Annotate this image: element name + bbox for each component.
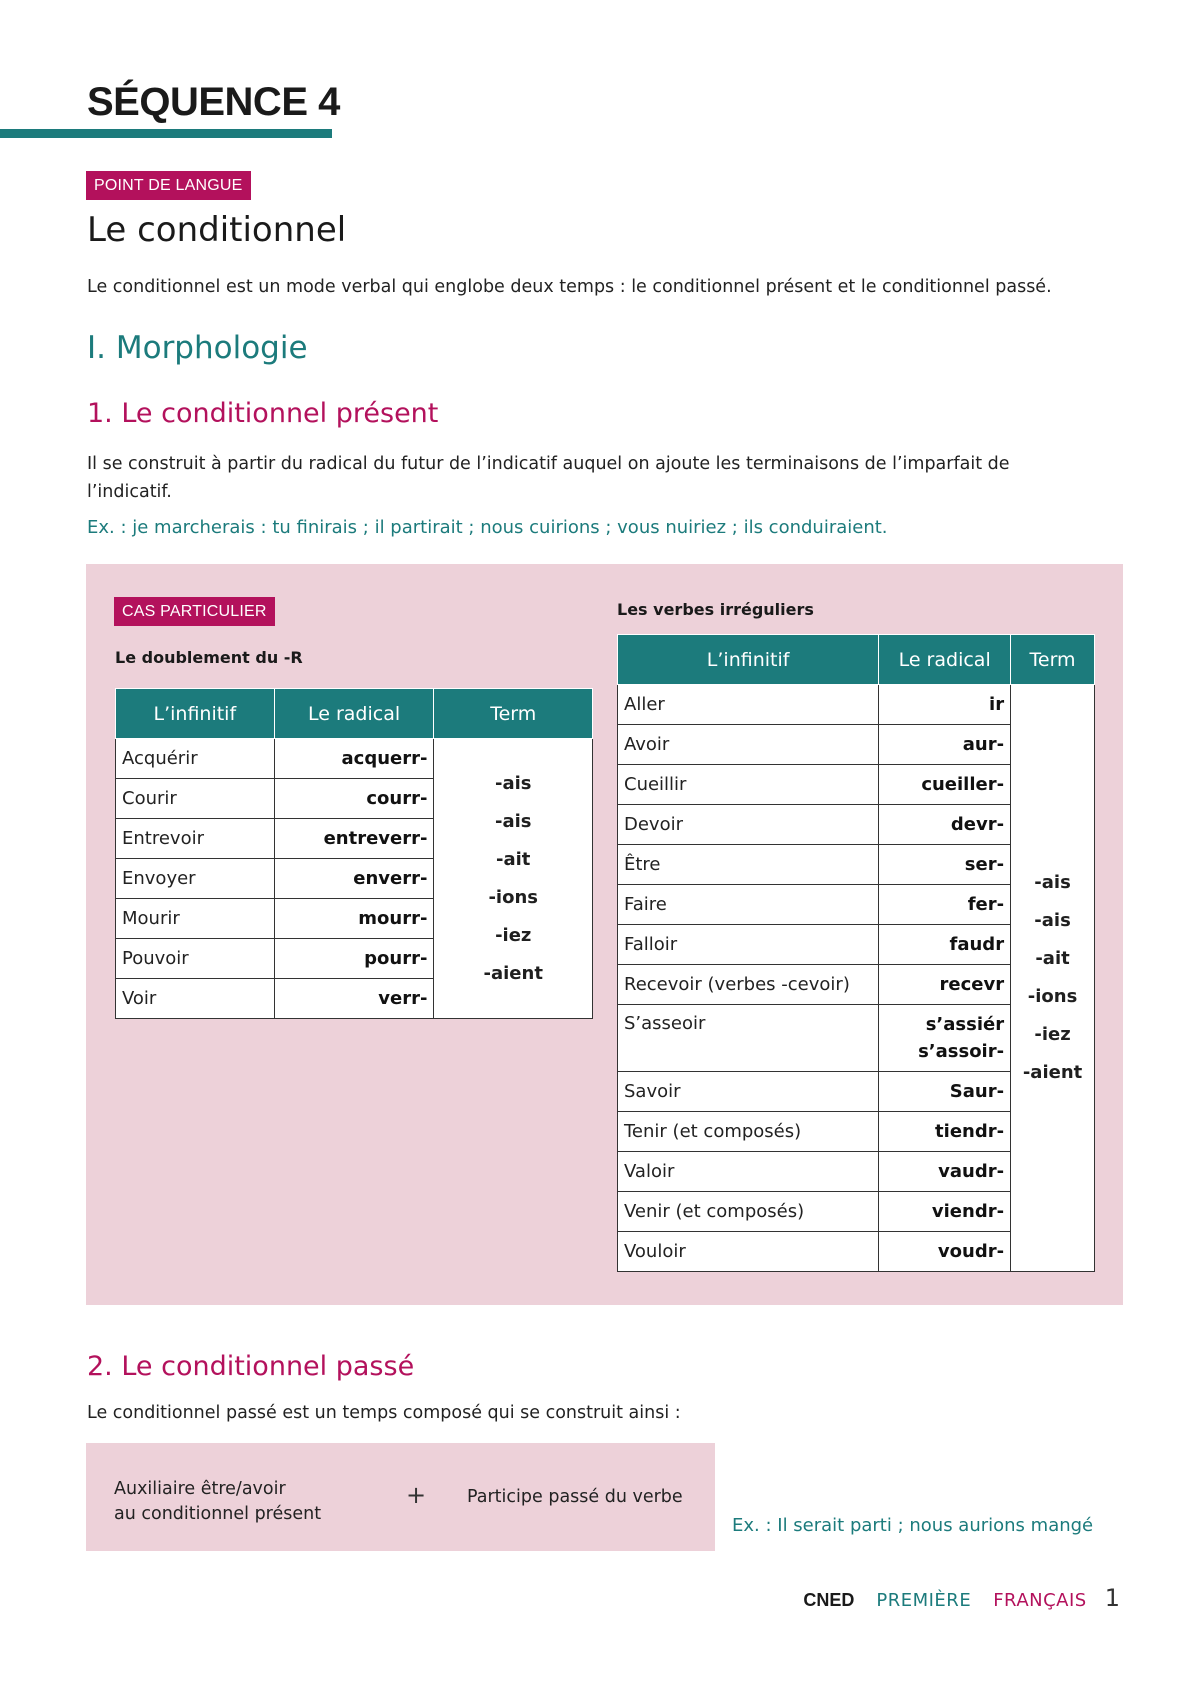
radical-cell: tiendr- [879,1112,1011,1152]
infinitif-cell: Voir [116,979,275,1019]
infinitif-cell: Aller [618,685,879,725]
point-de-langue-tag: POINT DE LANGUE [86,171,251,200]
infinitif-cell: Tenir (et composés) [618,1112,879,1152]
subheading-conditionnel-present: 1. Le conditionnel présent [87,398,439,429]
termination: -ais [494,772,532,794]
radical-cell: mourr- [274,899,434,939]
termination: -ait [1035,948,1070,969]
infinitif-cell: Être [618,845,879,885]
infinitif-cell: Venir (et composés) [618,1192,879,1232]
participle-label: Participe passé du verbe [467,1487,683,1507]
sequence-title: SÉQUENCE 4 [87,80,340,124]
infinitif-cell: Entrevoir [116,819,275,859]
radical-cell: courr- [274,779,434,819]
termination: -iez [1034,1024,1071,1045]
radical-cell: ser- [879,845,1011,885]
header-infinitif: L’infinitif [116,689,275,739]
radical-cell: enverr- [274,859,434,899]
radical-cell: Saur- [879,1072,1011,1112]
radical-cell: devr- [879,805,1011,845]
infinitif-cell: Mourir [116,899,275,939]
termination: -ions [488,886,538,908]
radical-cell: cueiller- [879,765,1011,805]
intro-paragraph: Le conditionnel est un mode verbal qui englobe deux temps : le conditionnel présent et le conditionnel passé. [87,277,1052,297]
table-row [618,685,1095,725]
infinitif-cell: Pouvoir [116,939,275,979]
radical-line: s’assiér [925,1014,1005,1035]
infinitif-cell: S’asseoir [618,1005,879,1072]
termination: -ais [494,810,532,832]
plus-sign: + [406,1481,427,1509]
table-row [116,739,593,779]
auxiliary-line2: au conditionnel présent [114,1504,322,1524]
infinitif-cell: Avoir [618,725,879,765]
passe-explanation: Le conditionnel passé est un temps composé qui se construit ainsi : [87,1403,681,1423]
termination: -ait [496,848,531,870]
radical-cell: faudr [879,925,1011,965]
radical-line: s’assoir- [918,1041,1005,1062]
termination: -ions [1027,986,1078,1007]
page-title: Le conditionnel [87,210,347,250]
infinitif-cell: Devoir [618,805,879,845]
passe-example: Ex. : Il serait parti ; nous aurions mangé [732,1515,1094,1536]
infinitif-cell: Courir [116,779,275,819]
termination: -ais [1034,872,1071,893]
doublement-title: Le doublement du -R [115,648,303,667]
radical-cell: aur- [879,725,1011,765]
footer-level: PREMIÈRE [876,1590,972,1611]
radical-cell: viendr- [879,1192,1011,1232]
doublement-table [115,688,593,1019]
radical-cell: recevr [879,965,1011,1005]
auxiliary-label [114,1477,321,1527]
footer-subject: FRANÇAIS [993,1590,1087,1611]
infinitif-cell: Cueillir [618,765,879,805]
irreguliers-table [617,634,1095,1272]
present-explanation-line2: l’indicatif. [87,482,172,502]
page-number: 1 [1104,1584,1120,1612]
infinitif-cell: Acquérir [116,739,275,779]
formula-box [86,1443,715,1551]
header-radical: Le radical [879,635,1011,685]
section-heading-morphologie: I. Morphologie [87,330,308,366]
infinitif-cell: Recevoir (verbes -cevoir) [618,965,879,1005]
radical-cell: voudr- [879,1232,1011,1272]
radical-cell: ir [879,685,1011,725]
header-term: Term [434,689,593,739]
radical-cell: acquerr- [274,739,434,779]
infinitif-cell: Faire [618,885,879,925]
footer-org: CNED [803,1590,855,1610]
radical-cell: entreverr- [274,819,434,859]
terminations-cell [434,739,593,1019]
sequence-underline [0,129,332,138]
cas-particulier-tag: CAS PARTICULIER [114,597,275,626]
auxiliary-line1: Auxiliaire être/avoir [114,1479,286,1499]
radical-cell: verr- [274,979,434,1019]
radical-cell: fer- [879,885,1011,925]
present-explanation-line1: Il se construit à partir du radical du futur de l’indicatif auquel on ajoute les terminaisons de l’imparfait de [87,454,1010,474]
header-infinitif: L’infinitif [618,635,879,685]
infinitif-cell: Falloir [618,925,879,965]
infinitif-cell: Savoir [618,1072,879,1112]
radical-cell: pourr- [274,939,434,979]
header-term: Term [1011,635,1095,685]
radical-cell [879,1005,1011,1072]
page-footer [803,1584,1120,1612]
radical-cell: vaudr- [879,1152,1011,1192]
termination: -aient [483,962,543,984]
present-example: Ex. : je marcherais : tu finirais ; il partirait ; nous cuirions ; vous nuiriez ; ils conduiraient. [87,517,888,538]
header-radical: Le radical [274,689,434,739]
irreguliers-title: Les verbes irréguliers [617,600,814,619]
infinitif-cell: Valoir [618,1152,879,1192]
terminations-cell [1011,685,1095,1272]
termination: -ais [1034,910,1071,931]
termination: -aient [1022,1062,1083,1083]
infinitif-cell: Envoyer [116,859,275,899]
termination: -iez [495,924,532,946]
subheading-conditionnel-passe: 2. Le conditionnel passé [87,1351,415,1382]
infinitif-cell: Vouloir [618,1232,879,1272]
